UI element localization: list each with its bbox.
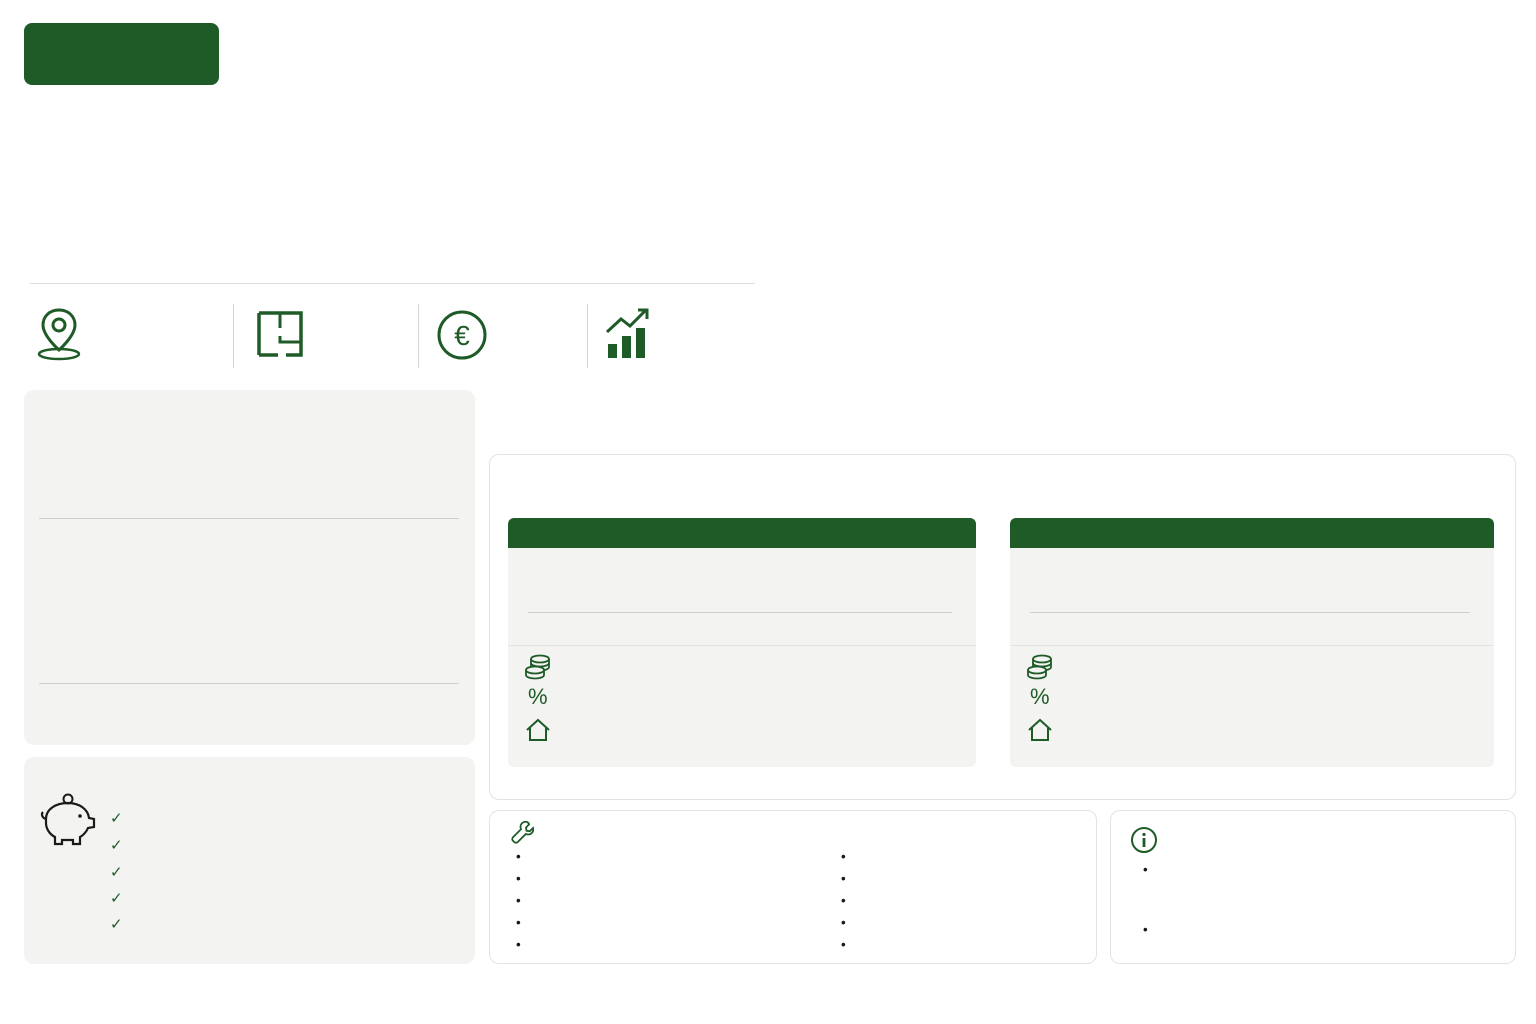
variant-divider (528, 612, 952, 613)
location-pin-icon (34, 306, 84, 362)
header-divider (30, 283, 755, 284)
calculation-panel (489, 454, 1516, 800)
floorplan-icon (256, 310, 304, 358)
variant-divider (1010, 645, 1494, 646)
wrench-icon (510, 819, 536, 845)
variant-card-2 (1010, 518, 1494, 767)
highlights-panel (24, 757, 475, 964)
house-icon (1026, 717, 1054, 743)
euro-icon (436, 309, 488, 361)
percent-icon: % (528, 684, 548, 709)
feature-divider (418, 304, 419, 368)
house-icon (524, 717, 552, 743)
unit-badge (24, 23, 219, 85)
percent-icon: % (1030, 684, 1050, 709)
variant-header (508, 518, 976, 548)
info-icon (1130, 826, 1158, 854)
investment-divider (39, 518, 459, 519)
piggy-bank-icon (38, 793, 96, 847)
investment-divider (39, 683, 459, 684)
check-icon: ✓ (110, 836, 123, 854)
coins-icon (524, 654, 552, 680)
variant-card-1 (508, 518, 976, 767)
check-icon: ✓ (110, 915, 123, 933)
variant-header (1010, 518, 1494, 548)
investment-panel (24, 390, 475, 745)
coins-icon (1026, 654, 1054, 680)
growth-chart-icon (604, 306, 652, 360)
check-icon: ✓ (110, 863, 123, 881)
check-icon: ✓ (110, 889, 123, 907)
notes-panel (1110, 810, 1516, 964)
variant-divider (508, 645, 976, 646)
feature-divider (587, 304, 588, 368)
svg-text:€: € (454, 320, 470, 351)
feature-divider (233, 304, 234, 368)
variant-divider (1030, 612, 1470, 613)
check-icon: ✓ (110, 809, 123, 827)
renovation-panel (489, 810, 1097, 964)
